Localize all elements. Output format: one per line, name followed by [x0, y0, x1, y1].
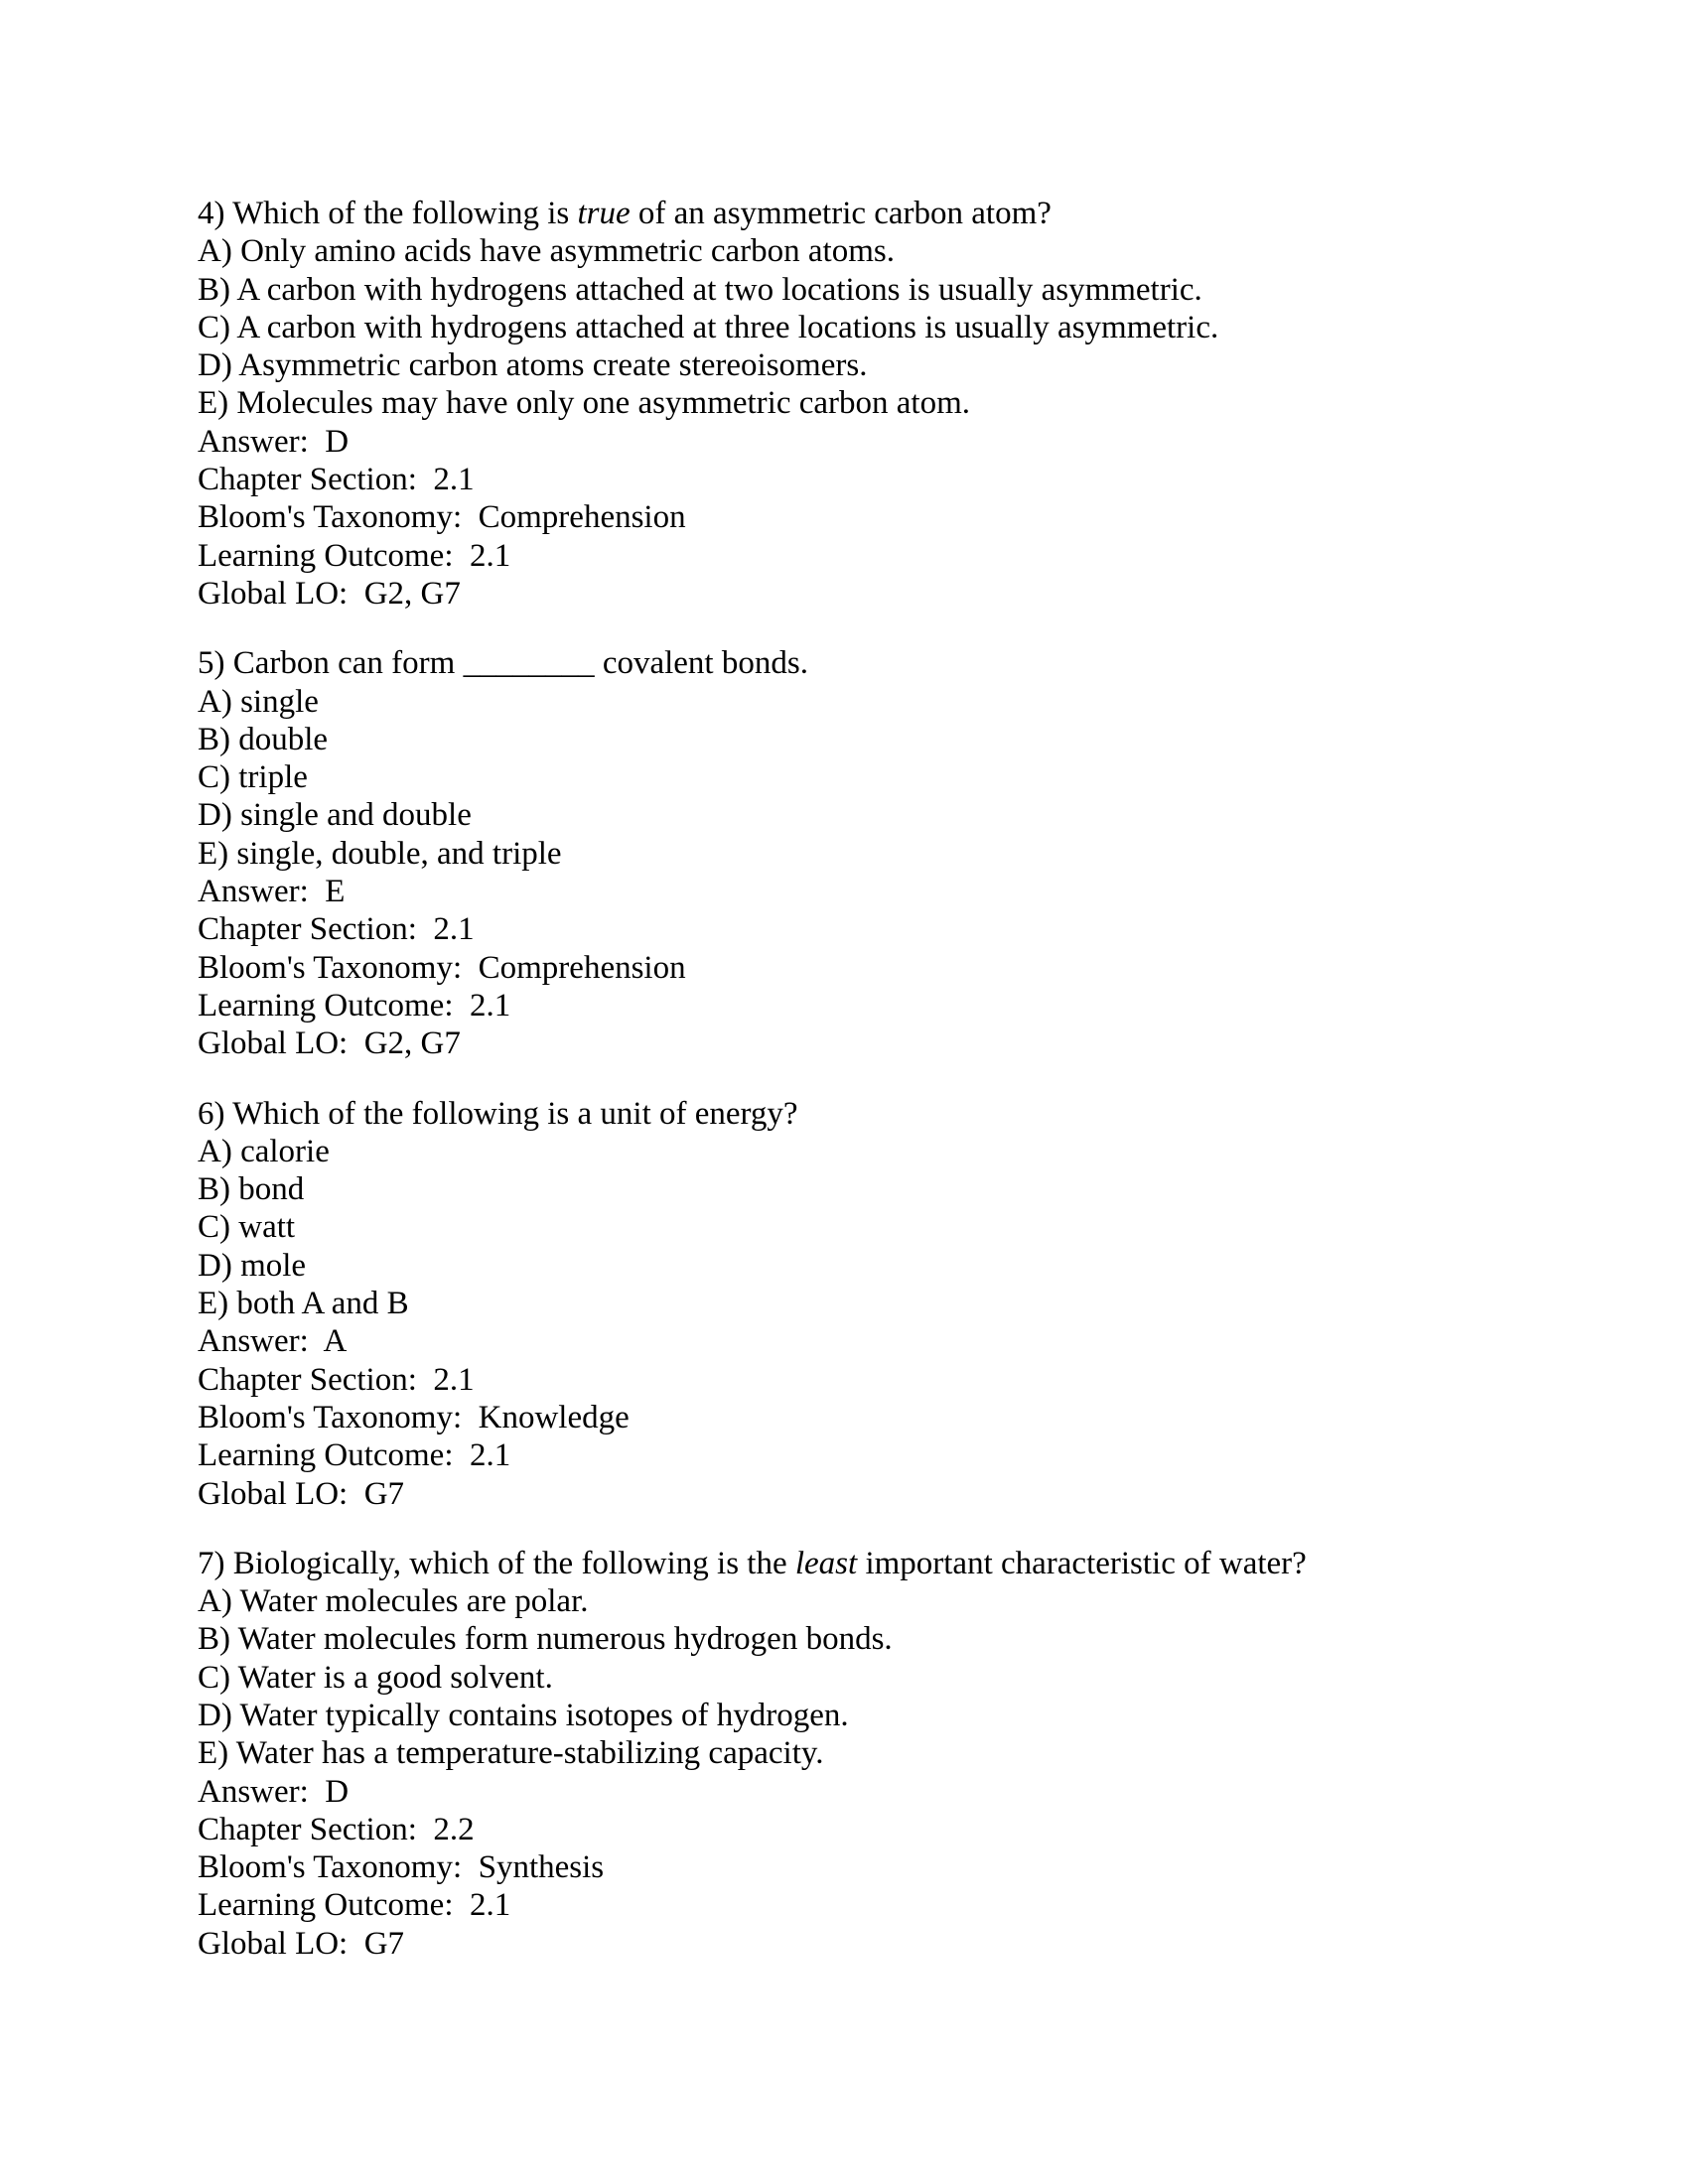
blooms-taxonomy: Bloom's Taxonomy: Knowledge — [198, 1399, 630, 1435]
option-a: A) single — [198, 683, 319, 720]
option-e: E) both A and B — [198, 1286, 409, 1322]
option-d: D) single and double — [198, 797, 472, 834]
answer: Answer: D — [198, 1773, 350, 1810]
option-b: B) bond — [198, 1171, 305, 1208]
blooms-taxonomy: Bloom's Taxonomy: Comprehension — [198, 499, 686, 536]
answer: Answer: A — [198, 1323, 348, 1360]
chapter-section: Chapter Section: 2.1 — [198, 911, 475, 948]
learning-outcome: Learning Outcome: 2.1 — [198, 987, 511, 1024]
question-4 — [198, 195, 1568, 613]
stem-text: 4) Which of the following is — [198, 196, 578, 231]
stem-text: 5) Carbon can form ________ covalent bonds. — [198, 645, 808, 682]
chapter-section: Chapter Section: 2.1 — [198, 462, 475, 498]
question-stem — [198, 1095, 1568, 1133]
stem-text: 7) Biologically, which of the following is the — [198, 1545, 795, 1581]
question-6 — [198, 1095, 1568, 1513]
answer: Answer: D — [198, 423, 350, 460]
question-stem — [198, 644, 1568, 682]
option-b: B) A carbon with hydrogens attached at two locations is usually asymmetric. — [198, 271, 1202, 308]
document-page — [198, 195, 1568, 1994]
option-c: C) watt — [198, 1209, 296, 1246]
option-e: E) Molecules may have only one asymmetric carbon atom. — [198, 385, 970, 422]
learning-outcome: Learning Outcome: 2.1 — [198, 1437, 511, 1474]
blooms-taxonomy: Bloom's Taxonomy: Synthesis — [198, 1849, 605, 1886]
option-a: A) Water molecules are polar. — [198, 1583, 589, 1620]
option-e: E) Water has a temperature-stabilizing capacity. — [198, 1735, 824, 1772]
option-b: B) double — [198, 721, 329, 757]
stem-text-after: of an asymmetric carbon atom? — [630, 196, 1052, 231]
global-lo: Global LO: G7 — [198, 1925, 405, 1962]
option-d: D) Water typically contains isotopes of hydrogen. — [198, 1697, 849, 1733]
stem-emphasis: least — [794, 1545, 858, 1581]
question-5 — [198, 644, 1568, 1062]
chapter-section: Chapter Section: 2.1 — [198, 1361, 475, 1398]
question-stem — [198, 1545, 1568, 1582]
chapter-section: Chapter Section: 2.2 — [198, 1811, 475, 1847]
question-stem — [198, 195, 1568, 232]
global-lo: Global LO: G2, G7 — [198, 575, 461, 612]
blooms-taxonomy: Bloom's Taxonomy: Comprehension — [198, 949, 686, 986]
stem-text-after: important characteristic of water? — [857, 1545, 1307, 1581]
option-a: A) calorie — [198, 1133, 330, 1169]
answer: Answer: E — [198, 874, 346, 910]
option-a: A) Only amino acids have asymmetric carbon atoms. — [198, 233, 895, 270]
stem-text: 6) Which of the following is a unit of energy? — [198, 1095, 798, 1132]
option-d: D) Asymmetric carbon atoms create stereoisomers. — [198, 347, 868, 384]
option-b: B) Water molecules form numerous hydrogen bonds. — [198, 1621, 893, 1658]
global-lo: Global LO: G2, G7 — [198, 1025, 461, 1062]
learning-outcome: Learning Outcome: 2.1 — [198, 1887, 511, 1924]
option-c: C) Water is a good solvent. — [198, 1659, 553, 1696]
option-d: D) mole — [198, 1247, 307, 1284]
stem-emphasis: true — [577, 196, 631, 231]
option-e: E) single, double, and triple — [198, 835, 562, 872]
learning-outcome: Learning Outcome: 2.1 — [198, 537, 511, 574]
question-7 — [198, 1545, 1568, 1963]
option-c: C) triple — [198, 759, 308, 796]
option-c: C) A carbon with hydrogens attached at three locations is usually asymmetric. — [198, 309, 1219, 345]
global-lo: Global LO: G7 — [198, 1475, 405, 1512]
